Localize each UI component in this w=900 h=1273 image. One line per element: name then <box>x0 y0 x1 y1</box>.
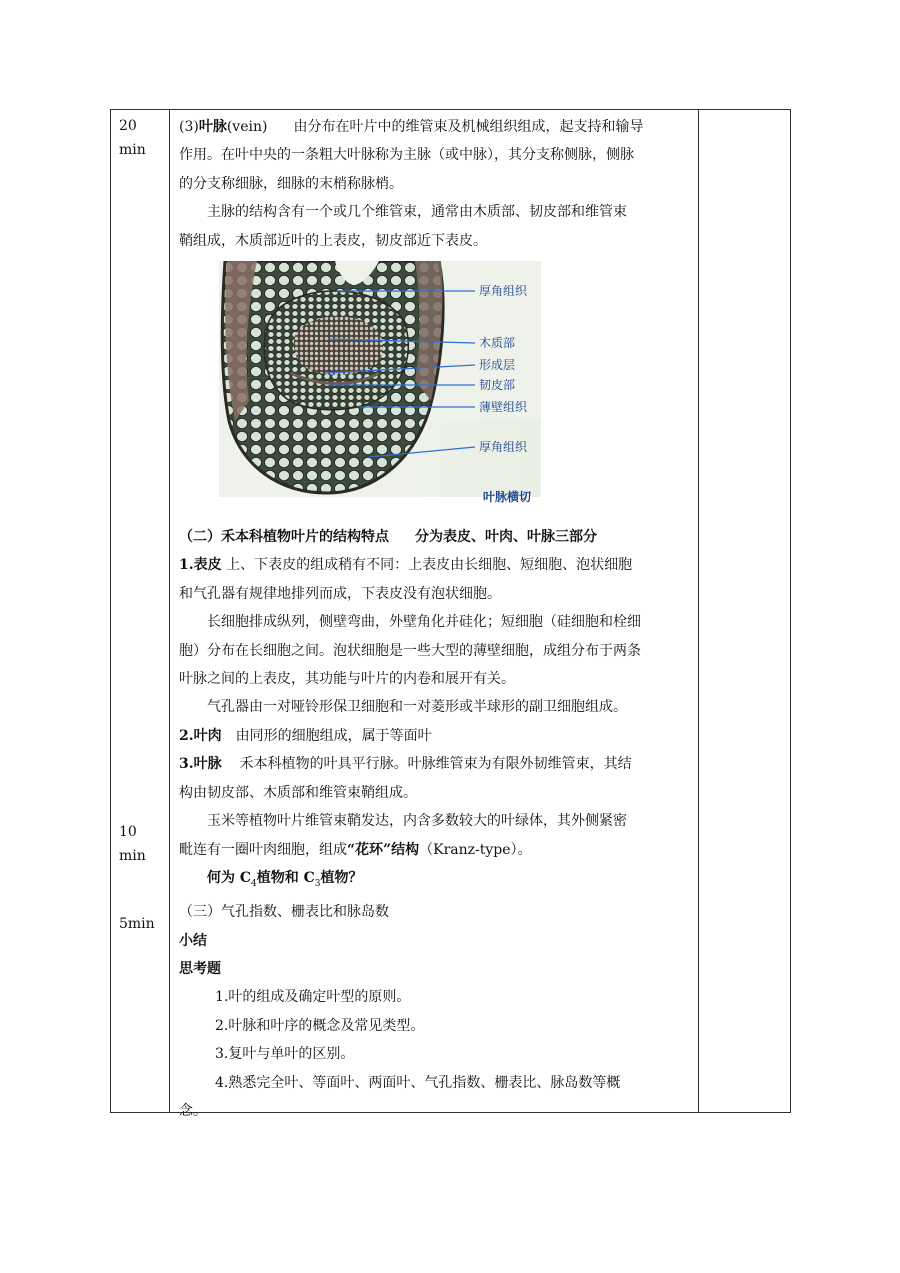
grass-vein-line-1: 3.叶脉 禾本科植物的叶具平行脉。叶脉维管束为有限外韧维管束，其结 <box>179 756 632 773</box>
c4-c3-question: 何为 $C_4$植物和 $C_3$植物？ <box>207 869 363 889</box>
epidermis-line-4: 胞）分布在长细胞之间。泡状细胞是一些大型的薄壁细胞，成组分布于两条 <box>179 642 641 659</box>
time-cell-1: 20 min <box>119 118 146 158</box>
summary-heading: 小结 <box>179 932 207 949</box>
questions-heading: 思考题 <box>179 960 221 977</box>
mesophyll-line: 2.叶肉 由同形的细胞组成，属于等面叶 <box>179 727 432 744</box>
time-cell-2: 10 min <box>119 824 146 864</box>
figure-label-cambium: 形成层 <box>479 358 516 373</box>
lesson-table <box>110 109 791 1119</box>
epidermis-line-6: 气孔器由一对哑铃形保卫细胞和一对菱形或半球形的副卫细胞组成。 <box>207 699 627 716</box>
question-item-4-cont: 念。 <box>179 1102 207 1119</box>
vein-paragraph-line-2: 作用。在叶中央的一条粗大叶脉称为主脉（或中脉），其分支称侧脉，侧脉 <box>179 147 634 164</box>
vein-paragraph-line-5: 鞘组成，木质部近叶的上表皮，韧皮部近下表皮。 <box>179 232 487 249</box>
figure-label-phloem: 韧皮部 <box>479 378 516 393</box>
vein-cross-section-figure <box>179 261 691 511</box>
epidermis-line-1: 1.表皮 上、下表皮的组成稍有不同：上表皮由长细胞、短细胞、泡状细胞 <box>179 557 633 574</box>
figure-label-collenchyma-bottom: 厚角组织 <box>479 440 528 455</box>
question-item-2: 2.叶脉和叶序的概念及常见类型。 <box>215 1017 425 1034</box>
section-three-heading: （三）气孔指数、栅表比和脉岛数 <box>179 904 389 921</box>
question-item-3: 3.复叶与单叶的区别。 <box>215 1046 355 1063</box>
grass-vein-line-3: 玉米等植物叶片维管束鞘发达，内含多数较大的叶绿体，其外侧紧密 <box>207 813 627 830</box>
vein-micrograph-image <box>179 261 691 511</box>
column-divider-right <box>698 110 699 1112</box>
epidermis-line-3: 长细胞排成纵列，侧壁弯曲，外壁角化并硅化；短细胞（硅细胞和栓细 <box>207 614 641 631</box>
time-cell-3: 5min <box>119 916 155 932</box>
epidermis-line-5: 叶脉之间的上表皮，其功能与叶片的内卷和展开有关。 <box>179 671 515 688</box>
figure-label-xylem: 木质部 <box>479 336 516 351</box>
question-item-1: 1.叶的组成及确定叶型的原则。 <box>215 989 411 1006</box>
vein-paragraph-line-1: (3)叶脉(vein) 由分布在叶片中的维管束及机械组织组成，起支持和输导 <box>179 119 644 135</box>
vein-paragraph-line-4: 主脉的结构含有一个或几个维管束，通常由木质部、韧皮部和维管束 <box>207 204 627 221</box>
figure-caption: 叶脉横切 <box>483 490 532 505</box>
column-divider-left <box>169 110 170 1112</box>
content-cell <box>179 113 691 1125</box>
grass-vein-line-2: 构由韧皮部、木质部和维管束鞘组成。 <box>179 784 417 801</box>
figure-label-parenchyma: 薄壁组织 <box>479 400 528 415</box>
question-item-4: 4.熟悉完全叶、等面叶、两面叶、气孔指数、栅表比、脉岛数等概 <box>215 1074 621 1091</box>
figure-label-collenchyma-top: 厚角组织 <box>479 284 528 299</box>
grass-section-heading: （二）禾本科植物叶片的结构特点 分为表皮、叶肉、叶脉三部分 <box>179 529 597 546</box>
grass-vein-line-4: 毗连有一圈叶肉细胞，组成“花环”结构（Kranz-type）。 <box>179 841 532 858</box>
epidermis-line-2: 和气孔器有规律地排列而成，下表皮没有泡状细胞。 <box>179 585 501 602</box>
vein-paragraph-line-3: 的分支称细脉，细脉的末梢称脉梢。 <box>179 175 403 192</box>
